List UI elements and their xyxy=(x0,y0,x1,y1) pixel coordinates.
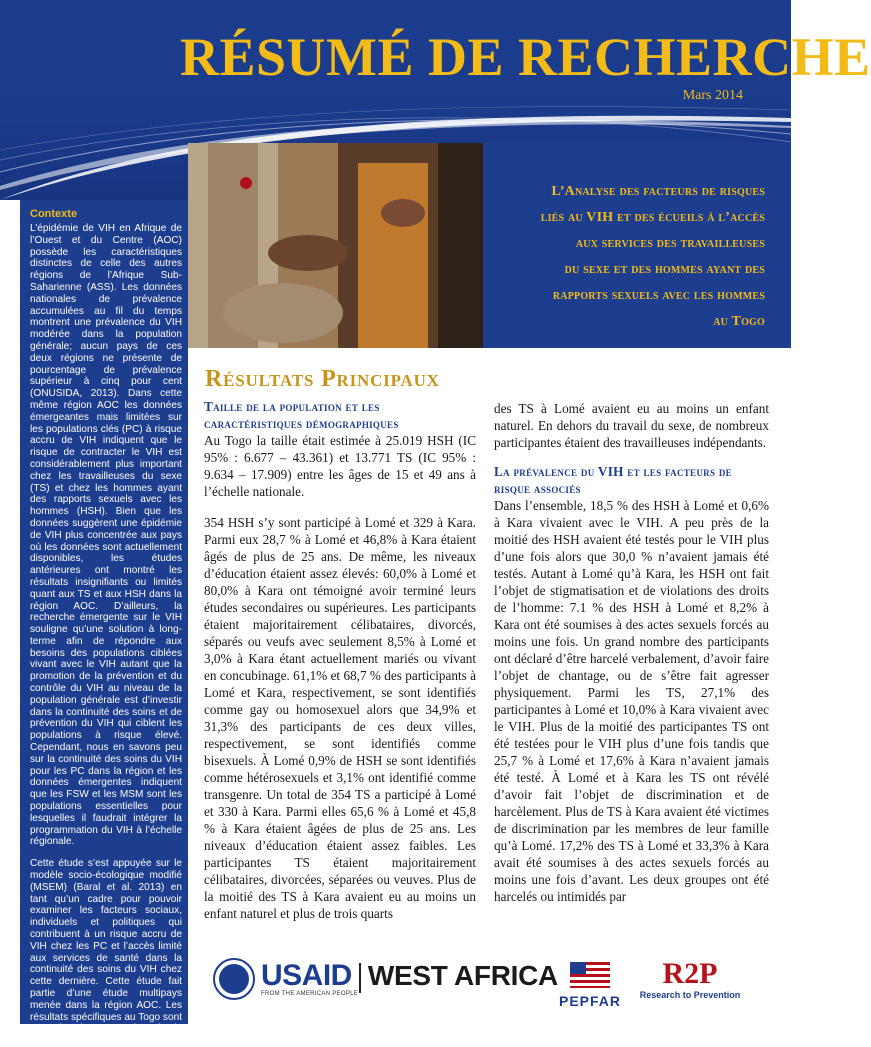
pepfar-logo xyxy=(555,962,625,1009)
sidebar-paragraph: Cette étude s’est appuyée sur le modèle socio-écologique modifié (MSEM) (Baral et al. 2013) en tant qu’un cadre pour pouvoir examiner les facteurs sociaux, individuels et politiques qui contribuent à un risque accru de VIH chez les PC et l’accès limité aux services de santé dans la continuité des soins du VIH chez cette dernière. Cette étude fait partie d’une étude multipays menée dans la région AOC. Les résultats spécifiques au Togo sont exposés dans ce résumé de recherche. xyxy=(30,858,182,1047)
content-column-right xyxy=(494,400,769,905)
partner-logos xyxy=(205,950,791,1020)
body-paragraph: des TS à Lomé avaient eu au moins un enfant naturel. En dehors du travail du sexe, de nombreux participantes étaient des travailleuses indépendants. xyxy=(494,401,769,450)
study-title-line: liés au VIH et des écueils à l’accès xyxy=(540,210,765,225)
usaid-tagline: FROM THE AMERICAN PEOPLE xyxy=(261,990,359,997)
body-paragraph: 354 HSH s’y sont participé à Lomé et 329 à Kara. Parmi eux 28,7 % à Lomé et 46,8% à Kara étaient âgés de plus de 25 ans. De même, les niveaux d’éducation étaient assez élevés: 60,0% à Lomé et 80,0% à Kara ont témoigné avoir terminé leurs études secondaires ou supérieures. Les participants étaient majoritairement célibataires, divorcés, séparés ou veufs avec seulement 8,5% à Lomé et 3,0% à Kara étant actuellement mariés ou vivant en concubinage. 61,1% et 68,7 % des participants à Lomé et Kara, respectivement, se sont identifiés comme gay ou homosexuel alors que 34,9% et 31,3% des participants de ces deux villes, respectivement, se sont identifiés comme bisexuels. À Lomé 0,9% de HSH se sont identifiés comme hétérosexuels et 3,1% ont identifié comme transgenre. Un total de 354 TS a participé à Lomé et 330 à Kara. Parmi elles 65,6 % à Lomé et 45,8 % à Kara étaient âgées de plus de 25 ans. Les niveaux d’éducation étaient assez faibles. Les participantes TS étaient majoritairement célibataires, divorcées, séparées ou veuves. Plus de la moitié des TS à Kara avaient eu au moins un enfant naturel et plus de trois quarts xyxy=(204,515,476,921)
section-title: Résultats Principaux xyxy=(205,366,440,392)
subsection-heading: La prévalence du VIH et les facteurs de risque associés xyxy=(494,464,732,496)
sidebar-title: Contexte xyxy=(30,208,78,220)
page-title: RÉSUMÉ DE RECHERCHE xyxy=(180,27,871,87)
r2p-logo xyxy=(635,958,745,1000)
study-title-line: au Togo xyxy=(713,314,765,329)
study-title-line: aux services des travailleuses xyxy=(575,236,765,251)
context-sidebar xyxy=(20,200,188,1047)
body-paragraph: Dans l’ensemble, 18,5 % des HSH à Lomé et 0,6% à Kara vivaient avec le VIH. A peu près de la moitié des HSH avaient été testés pour le VIH plus d’une fois alors que 30,0 % n’avaient jamais été testés. Autant à Lomé qu’à Kara, les HSH ont fait l’objet de stigmatisation et de violations des droits de l’homme: 7.1 % des HSH à Lomé et 8,2% à Kara ont été soumises à des actes sexuels forcés au moins une fois. Un grand nombre des participants ont déclaré d’être harcelé verbalement, d’avoir faire l’objet de chantage, ou de s’être fait agresser physiquement. Parmi les TS, 27,1% des participantes à Lomé et 10,0% à Kara vivaient avec le VIH. Plus de la moitié des participantes TS ont été testées pour le VIH plus d’une fois tandis que 25,7 % à Lomé et 17,6% à Kara n’avaient jamais été testé. À Lomé et à Kara les TS ont révélé d’avoir fait l’objet de discrimination et de harcèlement. Plus de TS à Kara avaient été victimes de discrimination par les membres de leur famille qu’à Lomé. 17,2% des TS à Lomé et 33,3% à Kara avait été soumises à des actes sexuels forcés au moins une fois d’avant. Les deux groupes ont été harcelés ou intimidés par xyxy=(494,498,769,904)
usaid-seal-icon xyxy=(213,958,255,1000)
study-title-line: rapports sexuels avec les hommes xyxy=(552,288,765,303)
publication-date: Mars 2014 xyxy=(682,88,743,103)
usaid-logo xyxy=(213,958,558,1000)
logo-divider xyxy=(359,963,361,993)
hero-photo xyxy=(188,143,483,348)
study-title-line: L’Analyse des facteurs de risques xyxy=(551,184,765,199)
usaid-wordmark: USAID xyxy=(261,959,352,993)
sidebar-paragraph: L’épidémie de VIH en Afrique de l’Ouest et du Centre (AOC) possède les caractéristiques distinctes de celle des autres régions de l’Afrique Sub-Saharienne (ASS). Les données nationales de prévalence accumulées au fil du temps montrent une prévalence du VIH modérée dans la population générale; aucun pays de ces deux régions ne présente de pourcentage de prévalence supérieur à cinq pour cent (ONUSIDA, 2013). Dans cette même région AOC les données émergeantes mais limitées sur les populations clés (PC) à risque accru de VIH indiquent que le risque de contracter le VIH est considérablement plus important chez les travailleuses du sexe (TS) et chez les hommes ayant des rapports sexuels avec les hommes (HSH). Bien que les données suggèrent une épidémie de VIH plus concentrée aux pays où les données sont actuellement disponibles, les études antérieures ont montré les résultats insignifiants ou limités quant aux TS et aux HSH dans la région AOC. D’ailleurs, la recherche émergente sur le VIH souligne qu’une solution à long-terme afin de répondre aux besoins des populations ciblées vivant avec le VIH autant que la promotion de la prévention et du contrôle du VIH au niveau de la population générale est d’investir dans la continuité des soins et de prévention du VIH qui ciblent les populations à risque élevé. Cependant, nous en savons peu sur la continuité des soins du VIH pour les PC dans la région et les données émergentes indiquent que les FSW et les MSM sont les populations essentielles pour lesquelles il faudrait intégrer la programmation du VIH à l’échelle régionale. xyxy=(30,223,182,848)
hero-photo-illustration xyxy=(188,143,483,348)
pepfar-wordmark: PEPFAR xyxy=(558,993,621,1009)
body-paragraph: Au Togo la taille était estimée à 25.019 HSH (IC 95% : 6.677 – 43.361) et 13.771 TS (IC 95% : 9.634 – 17.909) entre les âges de 15 et 49 ans à l’échelle nationale. xyxy=(204,433,476,499)
r2p-label: Research to Prevention xyxy=(639,990,741,1000)
content-column-left xyxy=(204,398,476,922)
subsection-heading: Taille de la population et les caractéristiques démographiques xyxy=(204,399,399,431)
r2p-mark: R2P xyxy=(662,957,718,990)
west-africa-wordmark: WEST AFRICA xyxy=(367,960,558,992)
us-flag-icon xyxy=(570,962,610,988)
study-title-panel xyxy=(483,143,791,348)
study-title-line: du sexe et des hommes ayant des xyxy=(564,262,765,277)
